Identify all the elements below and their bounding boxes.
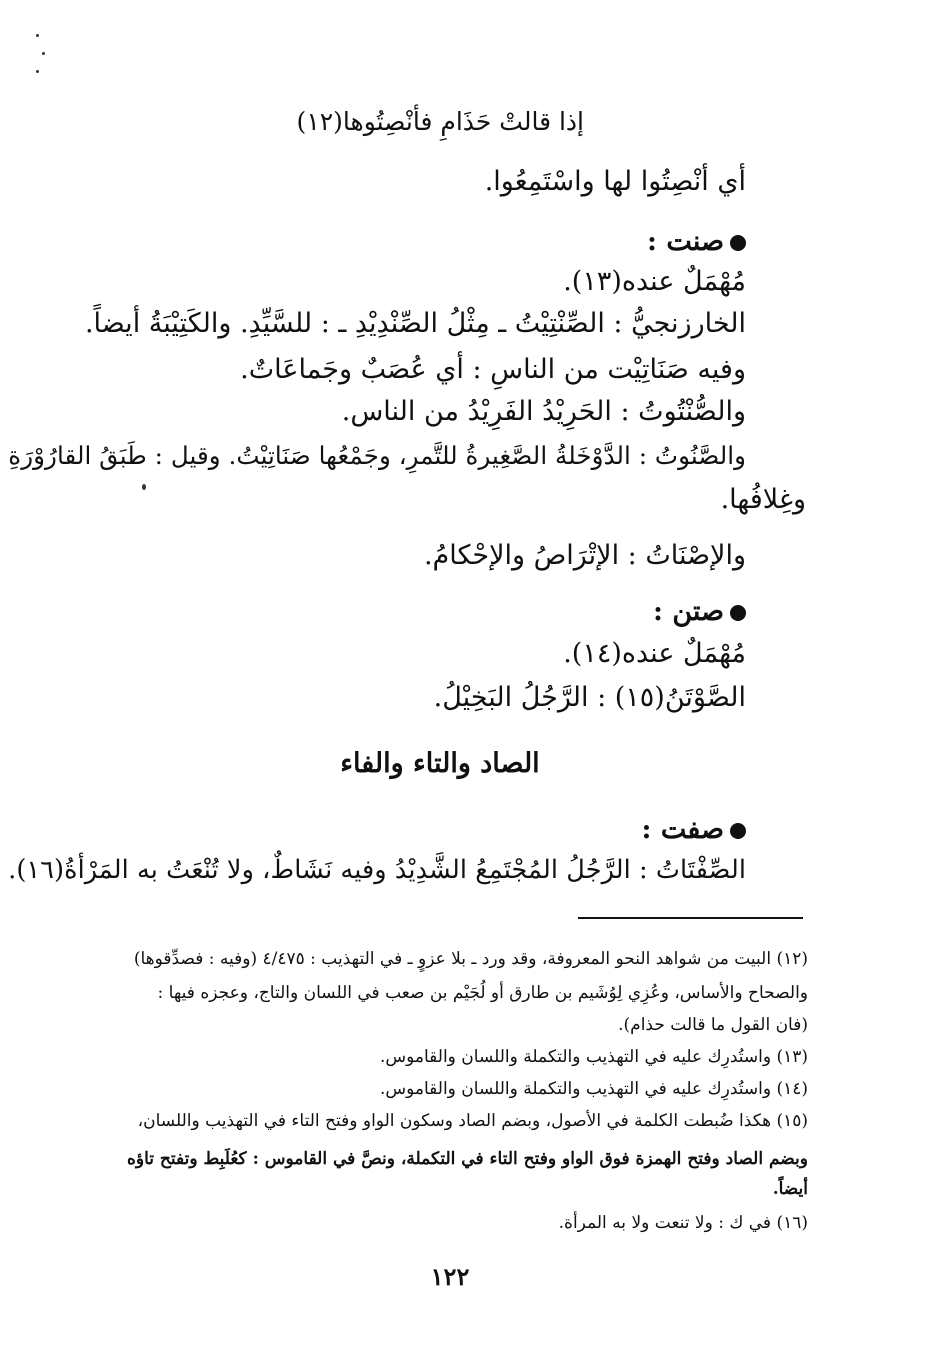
entry-line: مُهْمَلٌ عنده(١٤). [563, 638, 746, 669]
scan-speck [36, 70, 39, 73]
entry-line: وفيه صَنَاتِيْت من الناسِ : أي عُصَبٌ وجَماعَاتٌ. [240, 354, 746, 385]
entry-line: الصَّوْتَنُ(١٥) : الرَّجُلُ البَخِيْلُ. [433, 682, 746, 713]
footnote-15: (١٥) هكذا ضُبطت الكلمة في الأصول، وبضم الصاد وسكون الواو وفتح التاء في التهذيب واللسان، [137, 1111, 808, 1131]
entry-heading-sont [647, 222, 746, 262]
bullet-icon [730, 235, 746, 251]
entry-heading-label: صفت : [641, 814, 724, 845]
entry-line: الصِّفْتَاتُ : الرَّجُلُ المُجْتَمِعُ الشَّدِيْدُ وفيه نَشَاطٌ، ولا تُنْعَتُ به المَرْأةُ(١٦). [8, 855, 746, 885]
footnote-15-cont: وبضم الصاد وفتح الهمزة فوق الواو وفتح التاء في التكملة، ونصَّ في القاموس : كعُلَبِط وتفتح تاؤه [126, 1149, 808, 1169]
footnote-12-cont: والصحاح والأساس، وعُزِي لِوُشَيم بن طارق أو لُجَيْم بن صعب في اللسان والتاج، وعجزه فيها : [157, 983, 808, 1003]
verse-gloss: أي أنْصِتُوا لها واسْتَمِعُوا. [484, 166, 746, 197]
entry-line: والإصْنَاتُ : الإتْرَاصُ والإحْكامُ. [423, 540, 746, 571]
scan-speck [36, 34, 39, 37]
entry-line: مُهْمَلٌ عنده(١٣). [563, 266, 746, 297]
footnote-12: (١٢) البيت من شواهد النحو المعروفة، وقد ورد ـ بلا عزوٍ ـ في التهذيب : ٤/٤٧٥ (وفيه : فصدِّقوها) [133, 949, 808, 969]
page-number: ١٢٢ [430, 1262, 470, 1291]
entry-line: والصَّنُوتُ : الدَّوْخَلةُ الصَّغِيرةُ للتَّمرِ، وجَمْعُها صَنَاتِيْتُ. وقيل : طَبَقُ القارُوْرَةِ [8, 441, 746, 470]
entry-line: والصُّنْتُوتُ : الحَرِيْدُ الفَرِيْدُ من الناس. [341, 396, 746, 427]
entry-line: وغِلافُها. [720, 484, 806, 515]
section-title: الصاد والتاء والفاء [340, 748, 540, 779]
footnote-16: (١٦) في ك : ولا تنعت ولا به المرأة. [558, 1213, 808, 1233]
bullet-icon [730, 823, 746, 839]
entry-line: الخارزنجيُّ : الصِّنْتِيْتُ ـ مِثْلُ الصِّنْدِيْدِ ـ : للسَّيِّدِ. والكَتِيْبَةُ أيضاً. [84, 308, 746, 339]
footnote-separator [578, 917, 803, 919]
entry-heading-sift [642, 810, 746, 850]
scan-speck [42, 52, 45, 55]
footnote-14: (١٤) واستُدرِك عليه في التهذيب والتكملة واللسان والقاموس. [379, 1079, 808, 1099]
footnote-13: (١٣) واستُدرِك عليه في التهذيب والتكملة واللسان والقاموس. [379, 1047, 808, 1067]
footnote-15-cont: أيضاً. [772, 1179, 808, 1199]
footnote-12-cont: (فان القول ما قالت حذام). [618, 1015, 808, 1035]
bullet-icon [730, 605, 746, 621]
verse-line: إذا قالتْ حَذَامِ فأنْصِتُوها(١٢) [296, 107, 584, 136]
scan-speck [142, 484, 146, 490]
entry-heading-soton [653, 592, 746, 632]
entry-heading-label: صتن : [653, 596, 724, 627]
entry-heading-label: صنت : [647, 226, 724, 257]
